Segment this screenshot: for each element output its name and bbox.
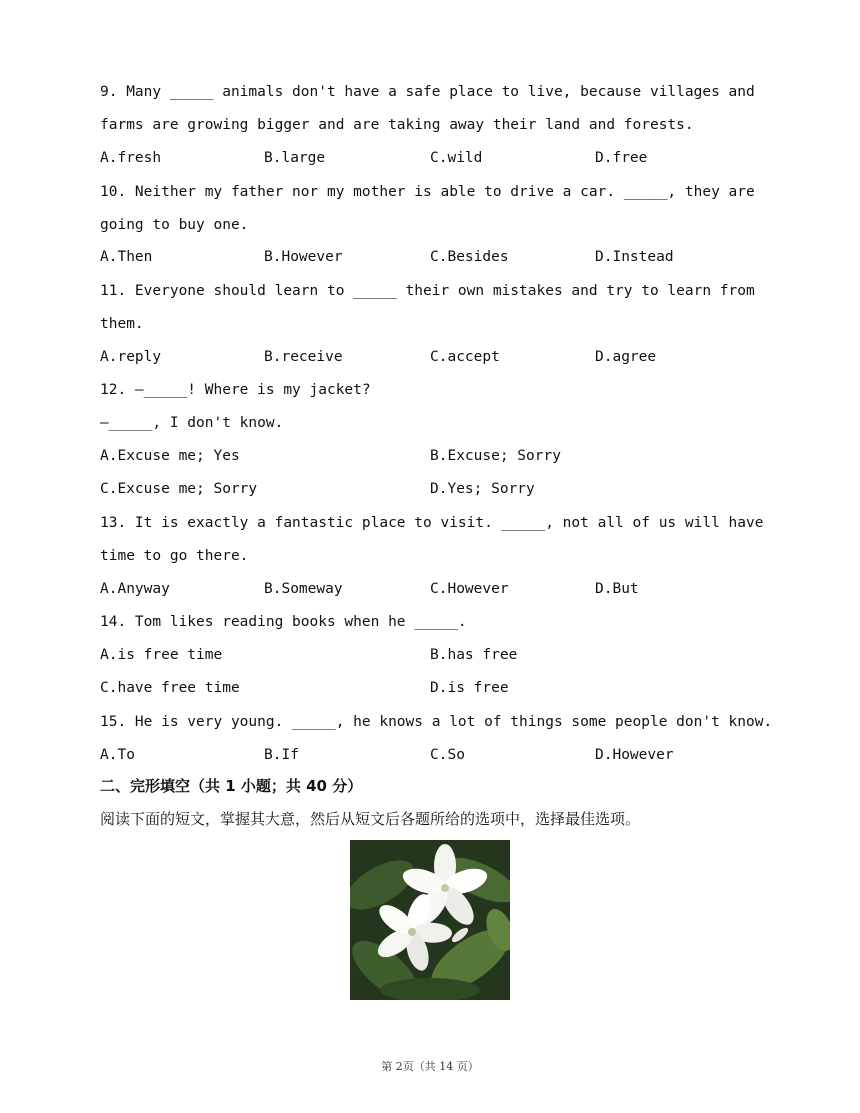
q15-option-a: A.To: [100, 747, 135, 763]
q9-option-d: D.free: [595, 150, 648, 166]
q15-option-d: D.However: [595, 747, 674, 763]
q10-stem-line2: going to buy one.: [100, 217, 249, 233]
q14-option-d: D.is free: [430, 680, 509, 696]
q12-option-d: D.Yes; Sorry: [430, 481, 535, 497]
q11-option-c: C.accept: [430, 349, 500, 365]
q14-option-c: C.have free time: [100, 680, 240, 696]
q9-option-a: A.fresh: [100, 150, 162, 166]
q10-option-b: B.However: [264, 249, 343, 265]
q12-option-b: B.Excuse; Sorry: [430, 448, 561, 464]
q11-option-d: D.agree: [595, 349, 657, 365]
q10-stem-line1: 10. Neither my father nor my mother is able to drive a car. _____, they are: [100, 184, 755, 200]
q13-option-b: B.Someway: [264, 581, 343, 597]
q11-stem-line2: them.: [100, 316, 144, 332]
q9-option-b: B.large: [264, 150, 326, 166]
page-footer: 第 2页（共 14 页）: [381, 1060, 479, 1073]
flower-photo: [350, 840, 510, 1000]
q15-option-c: C.So: [430, 747, 465, 763]
q14-stem-line1: 14. Tom likes reading books when he _____.: [100, 614, 467, 630]
q13-stem-line1: 13. It is exactly a fantastic place to visit. _____, not all of us will have: [100, 515, 764, 531]
q9-stem-line1: 9. Many _____ animals don't have a safe place to live, because villages and: [100, 84, 755, 100]
q9-option-c: C.wild: [430, 150, 483, 166]
q13-option-c: C.However: [430, 581, 509, 597]
q15-stem-line1: 15. He is very young. _____, he knows a lot of things some people don't know.: [100, 714, 773, 730]
q11-option-b: B.receive: [264, 349, 343, 365]
q15-option-b: B.If: [264, 747, 299, 763]
q13-option-a: A.Anyway: [100, 581, 170, 597]
q10-option-d: D.Instead: [595, 249, 674, 265]
q12-stem-line1: 12. —_____! Where is my jacket?: [100, 382, 371, 398]
section-instruction: 阅读下面的短文，掌握其大意，然后从短文后各题所给的选项中，选择最佳选项。: [100, 810, 641, 828]
section-title: 二、完形填空（共 1 小题；共 40 分）: [100, 777, 363, 795]
q13-option-d: D.But: [595, 581, 639, 597]
q14-option-a: A.is free time: [100, 647, 223, 663]
q13-stem-line2: time to go there.: [100, 548, 249, 564]
q10-option-c: C.Besides: [430, 249, 509, 265]
q12-option-c: C.Excuse me; Sorry: [100, 481, 258, 497]
q11-stem-line1: 11. Everyone should learn to _____ their own mistakes and try to learn from: [100, 283, 755, 299]
q9-stem-line2: farms are growing bigger and are taking away their land and forests.: [100, 117, 694, 133]
q11-option-a: A.reply: [100, 349, 162, 365]
q10-option-a: A.Then: [100, 249, 153, 265]
q12-stem-line2: —_____, I don't know.: [100, 415, 284, 431]
q14-option-b: B.has free: [430, 647, 518, 663]
q12-option-a: A.Excuse me; Yes: [100, 448, 240, 464]
